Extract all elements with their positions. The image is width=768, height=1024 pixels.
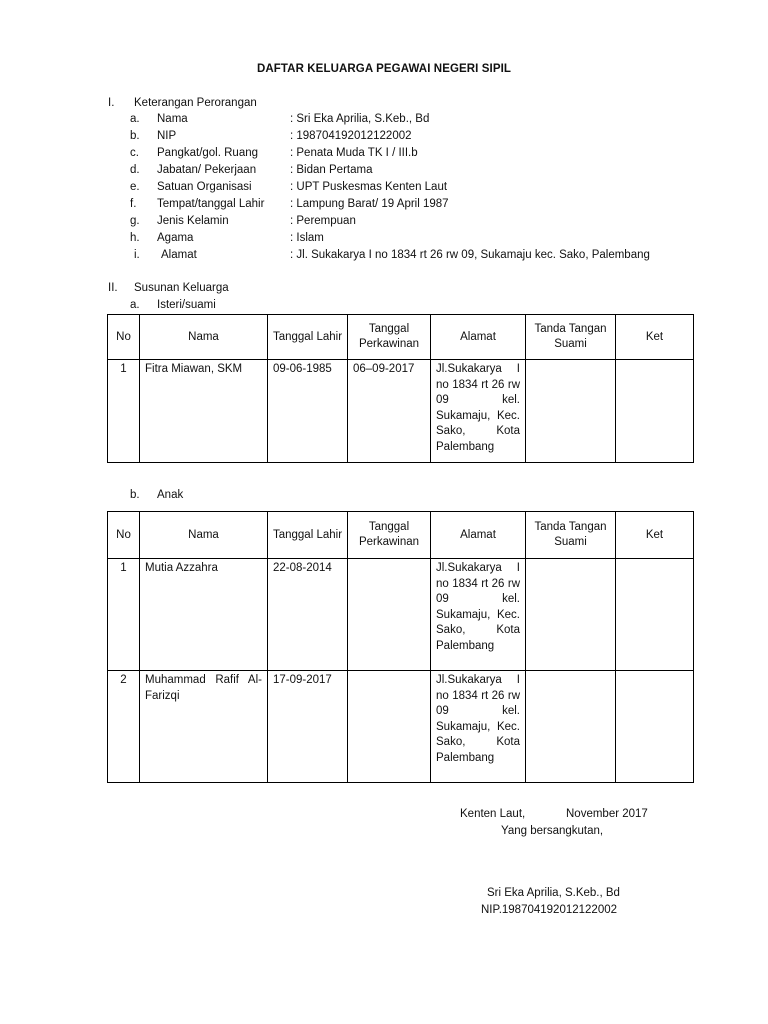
info-value: : Islam: [290, 232, 324, 244]
cell-tanggal-perkawinan: [348, 559, 431, 671]
cell-nama: Fitra Miawan, SKM: [140, 360, 268, 463]
col-header-nama: Nama: [140, 315, 268, 360]
cell-tanggal-perkawinan: [348, 671, 431, 783]
info-label: NIP: [157, 130, 177, 142]
cell-tanda-tangan: [526, 559, 616, 671]
col-header-tanggal-perkawinan: Tanggal Perkawinan: [348, 315, 431, 360]
info-label: Alamat: [161, 249, 197, 261]
info-value: : Perempuan: [290, 215, 356, 227]
table-header-row: [108, 315, 694, 360]
col-header-no: No: [108, 315, 140, 360]
table-header-row: [108, 512, 694, 559]
info-label: Agama: [157, 232, 194, 244]
info-letter: b.: [130, 130, 140, 142]
info-value: : Jl. Sukakarya I no 1834 rt 26 rw 09, Sukamaju kec. Sako, Palembang: [290, 249, 650, 261]
section-1-numeral: I.: [108, 97, 115, 109]
subsection-a-heading: Isteri/suami: [157, 299, 216, 311]
section-2-heading: Susunan Keluarga: [134, 282, 229, 294]
subsection-b-letter: b.: [130, 489, 140, 501]
cell-tanggal-perkawinan: 06–09-2017: [348, 360, 431, 463]
col-header-ket: Ket: [616, 512, 694, 559]
info-value: : Penata Muda TK I / III.b: [290, 147, 418, 159]
col-header-tanda-tangan: Tanda Tangan Suami: [526, 315, 616, 360]
table-row: [108, 559, 694, 671]
col-header-tanggal-lahir: Tanggal Lahir: [268, 512, 348, 559]
info-letter: h.: [130, 232, 140, 244]
col-header-nama: Nama: [140, 512, 268, 559]
table-row: [108, 360, 694, 463]
cell-no: 2: [108, 671, 140, 783]
signature-closing: Yang bersangkutan,: [501, 825, 604, 837]
cell-ket: [616, 671, 694, 783]
signature-place: Kenten Laut,: [460, 808, 526, 820]
cell-ket: [616, 360, 694, 463]
cell-tanggal-lahir: 17-09-2017: [268, 671, 348, 783]
info-value: : Lampung Barat/ 19 April 1987: [290, 198, 449, 210]
signature-date: November 2017: [566, 808, 648, 820]
info-letter: i.: [134, 249, 140, 261]
cell-alamat: Jl.Sukakarya I no 1834 rt 26 rw 09 kel. Sukamaju, Kec. Sako, Kota Palembang: [431, 671, 526, 783]
cell-tanggal-lahir: 09-06-1985: [268, 360, 348, 463]
signatory-nip: NIP.198704192012122002: [481, 904, 618, 916]
cell-nama: Mutia Azzahra: [140, 559, 268, 671]
info-label: Pangkat/gol. Ruang: [157, 147, 259, 159]
cell-nama: Muhammad Rafif Al-Farizqi: [140, 671, 268, 783]
info-letter: d.: [130, 164, 140, 176]
info-value: : 198704192012122002: [290, 130, 412, 142]
col-header-ket: Ket: [616, 315, 694, 360]
col-header-tanda-tangan: Tanda Tangan Suami: [526, 512, 616, 559]
info-letter: e.: [130, 181, 140, 193]
info-label: Jenis Kelamin: [157, 215, 229, 227]
cell-tanda-tangan: [526, 360, 616, 463]
cell-ket: [616, 559, 694, 671]
info-label: Nama: [157, 113, 188, 125]
info-value: : Bidan Pertama: [290, 164, 373, 176]
cell-no: 1: [108, 360, 140, 463]
cell-tanda-tangan: [526, 671, 616, 783]
info-label: Jabatan/ Pekerjaan: [157, 164, 257, 176]
info-value: : Sri Eka Aprilia, S.Keb., Bd: [290, 113, 430, 125]
cell-no: 1: [108, 559, 140, 671]
info-letter: g.: [130, 215, 140, 227]
cell-tanggal-lahir: 22-08-2014: [268, 559, 348, 671]
info-letter: f.: [130, 198, 137, 210]
col-header-tanggal-perkawinan: Tanggal Perkawinan: [348, 512, 431, 559]
signatory-name: Sri Eka Aprilia, S.Keb., Bd: [487, 887, 620, 899]
subsection-b-heading: Anak: [157, 489, 184, 501]
info-label: Tempat/tanggal Lahir: [157, 198, 265, 210]
info-value: : UPT Puskesmas Kenten Laut: [290, 181, 448, 193]
col-header-no: No: [108, 512, 140, 559]
col-header-alamat: Alamat: [431, 315, 526, 360]
spouse-table: [107, 314, 694, 463]
cell-alamat: Jl.Sukakarya I no 1834 rt 26 rw 09 kel. Sukamaju, Kec. Sako, Kota Palembang: [431, 559, 526, 671]
info-letter: a.: [130, 113, 140, 125]
document-title: DAFTAR KELUARGA PEGAWAI NEGERI SIPIL: [256, 63, 512, 75]
children-table: [107, 511, 694, 783]
info-label: Satuan Organisasi: [157, 181, 252, 193]
table-row: [108, 671, 694, 783]
cell-alamat: Jl.Sukakarya I no 1834 rt 26 rw 09 kel. Sukamaju, Kec. Sako, Kota Palembang: [431, 360, 526, 463]
section-2-numeral: II.: [108, 282, 118, 294]
col-header-tanggal-lahir: Tanggal Lahir: [268, 315, 348, 360]
col-header-alamat: Alamat: [431, 512, 526, 559]
subsection-a-letter: a.: [130, 299, 140, 311]
info-letter: c.: [130, 147, 139, 159]
section-1-heading: Keterangan Perorangan: [134, 97, 257, 109]
